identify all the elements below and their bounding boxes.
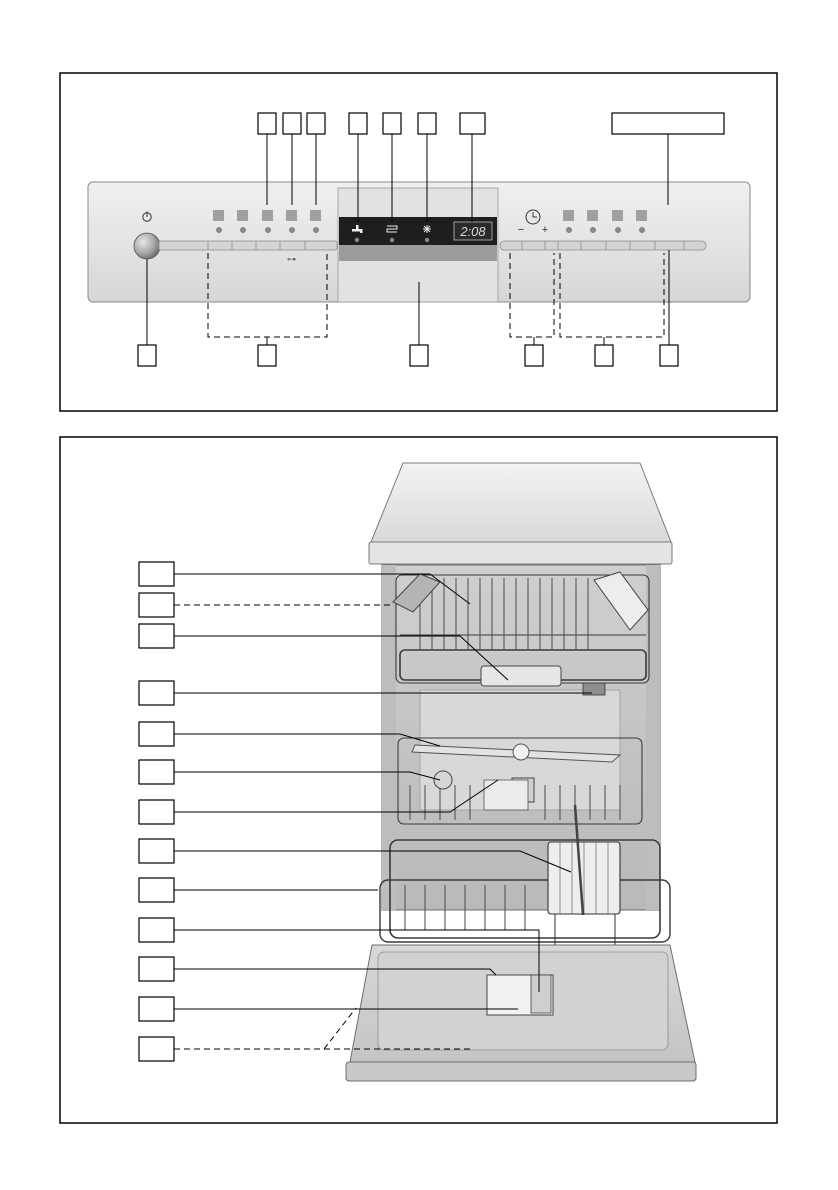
callout-box xyxy=(139,957,174,981)
callout-box xyxy=(139,839,174,863)
callout-box xyxy=(139,997,174,1021)
left-button-bar xyxy=(159,241,337,250)
callout-box xyxy=(383,113,401,134)
upper-spray-arm-hub xyxy=(513,744,529,760)
callout-box xyxy=(525,345,543,366)
timer-plus-label: + xyxy=(541,224,549,236)
timer-minus-label: − xyxy=(517,224,525,236)
callout-box xyxy=(410,345,428,366)
callout-box xyxy=(349,113,367,134)
door-front-edge xyxy=(346,1062,696,1081)
callout-box xyxy=(460,113,485,134)
callout-box xyxy=(595,345,613,366)
display-lower-band xyxy=(339,245,497,261)
callout-box xyxy=(139,918,174,942)
worktop-front-edge xyxy=(369,542,672,564)
time-display-value: 2:08 xyxy=(460,224,486,239)
callout-box xyxy=(660,345,678,366)
control-panel-figure xyxy=(60,73,777,411)
power-button[interactable] xyxy=(134,233,160,259)
callout-box xyxy=(418,113,436,134)
callout-box xyxy=(139,593,174,617)
callout-box xyxy=(138,345,156,366)
callout-box xyxy=(307,113,325,134)
tub-side-right xyxy=(646,565,660,910)
callout-box xyxy=(258,113,276,134)
callout-box xyxy=(283,113,301,134)
callout-box xyxy=(258,345,276,366)
callout-box xyxy=(139,1037,174,1061)
dishwasher-figure xyxy=(60,437,777,1123)
dishwasher-callouts xyxy=(139,562,174,1061)
tub-side-left xyxy=(382,565,396,910)
upper-spray-hub xyxy=(481,666,561,686)
callout-box xyxy=(139,878,174,902)
callout-box xyxy=(139,681,174,705)
bottom-callouts xyxy=(138,345,678,366)
callout-box xyxy=(139,624,174,648)
callout-box xyxy=(139,800,174,824)
callout-box xyxy=(139,722,174,746)
rinse-aid-dispenser xyxy=(531,975,551,1013)
callout-box xyxy=(139,760,174,784)
callout-box-wide xyxy=(612,113,724,134)
right-button-bar xyxy=(500,241,706,250)
filter-cap xyxy=(434,771,452,789)
worktop xyxy=(371,463,671,542)
callout-box xyxy=(139,562,174,586)
child-lock-key-symbol: ⊶ xyxy=(287,254,296,264)
top-callouts xyxy=(258,113,724,134)
salt-icon xyxy=(423,225,431,233)
